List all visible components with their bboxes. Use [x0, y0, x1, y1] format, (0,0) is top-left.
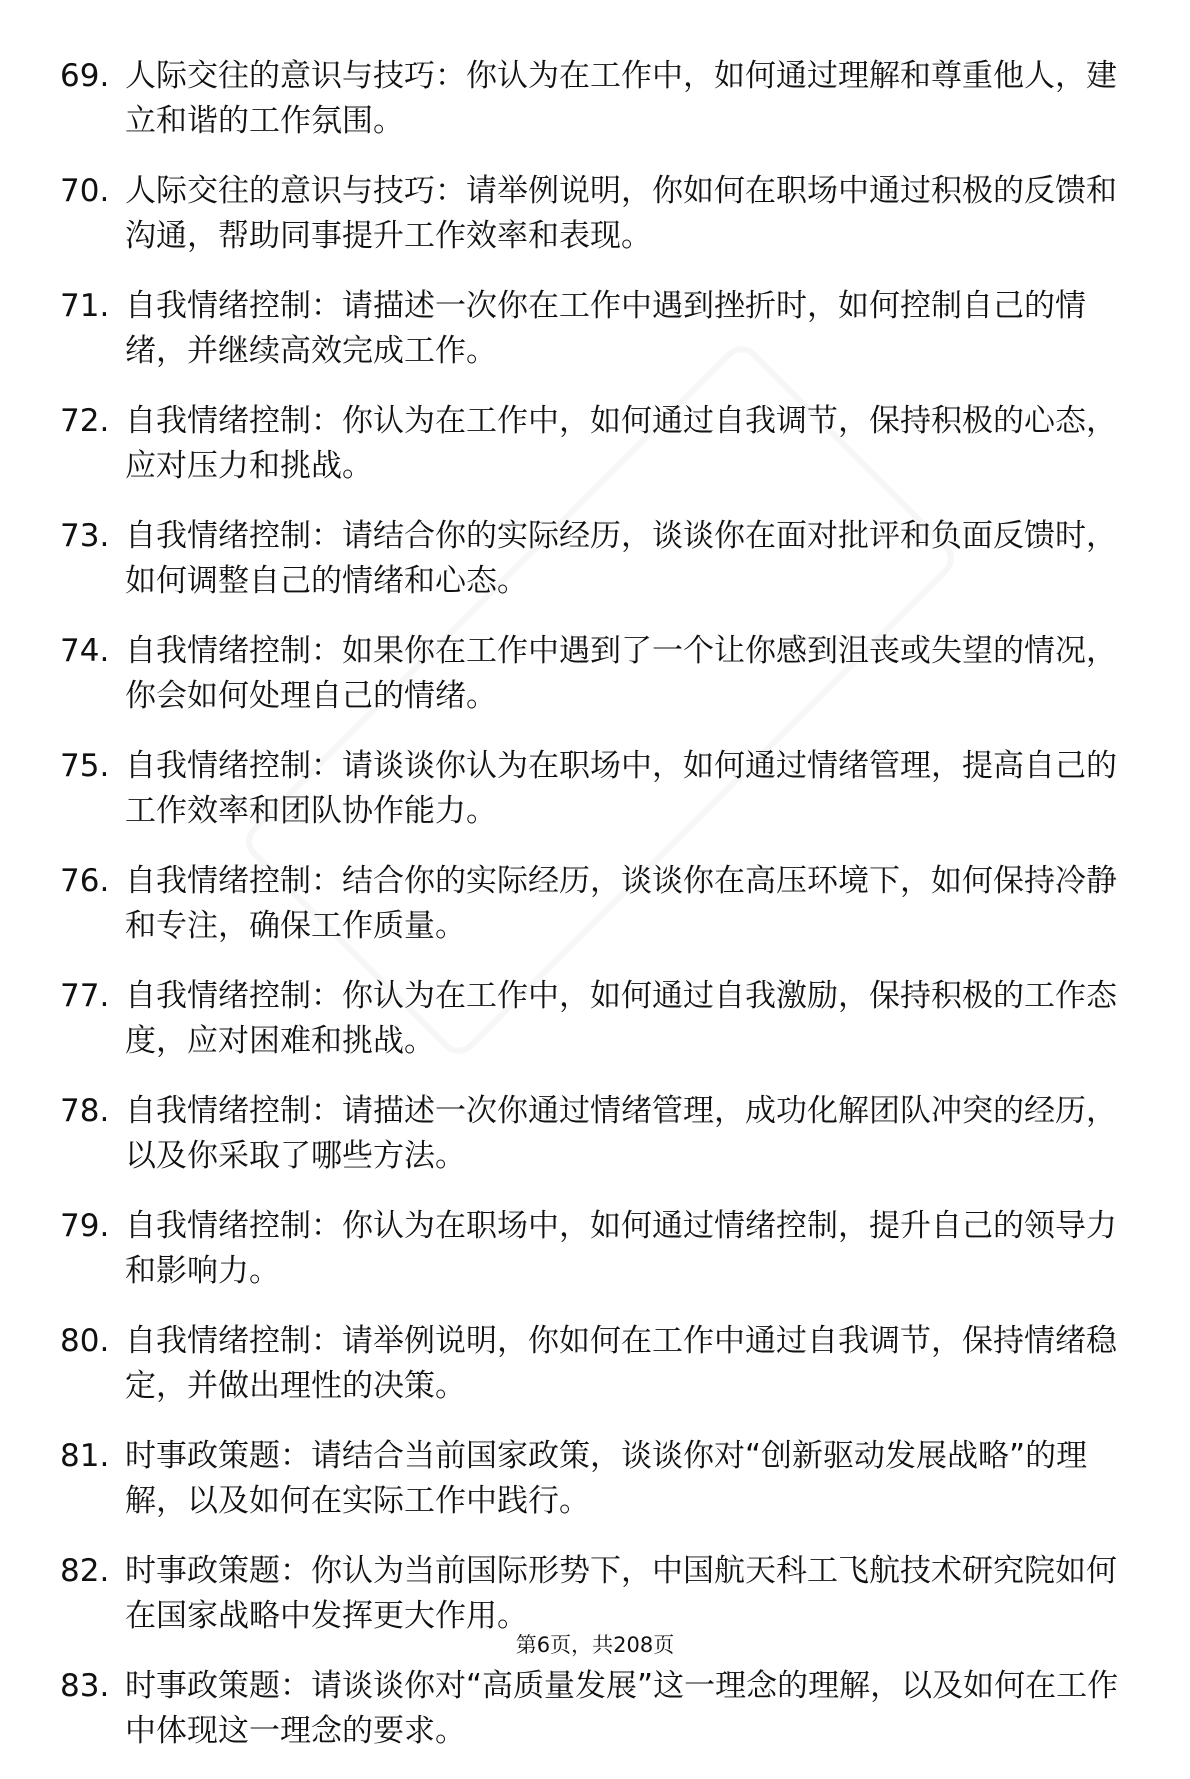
question-text: 人际交往的意识与技巧：你认为在工作中，如何通过理解和尊重他人，建立和谐的工作氛围。	[125, 58, 1117, 139]
question-number: 83.	[60, 1668, 110, 1704]
question-text: 自我情绪控制：你认为在工作中，如何通过自我调节，保持积极的心态，应对压力和挑战。	[125, 403, 1117, 484]
question-item	[60, 1089, 1120, 1179]
question-item	[60, 1204, 1120, 1294]
question-text: 自我情绪控制：你认为在职场中，如何通过情绪控制，提升自己的领导力和影响力。	[125, 1208, 1117, 1289]
question-text: 自我情绪控制：请谈谈你认为在职场中，如何通过情绪管理，提高自己的工作效率和团队协作能力。	[125, 748, 1117, 829]
page-footer: 第6页，共208页	[515, 1633, 675, 1657]
question-text: 时事政策题：请谈谈你对“高质量发展”这一理念的理解，以及如何在工作中体现这一理念的要求。	[125, 1668, 1119, 1749]
question-number: 82.	[60, 1553, 110, 1589]
question-number: 75.	[60, 748, 110, 784]
question-item	[60, 1664, 1120, 1754]
question-number: 72.	[60, 403, 110, 439]
question-text: 自我情绪控制：如果你在工作中遇到了一个让你感到沮丧或失望的情况，你会如何处理自己的情绪。	[125, 633, 1117, 714]
question-number: 73.	[60, 518, 110, 554]
question-item	[60, 629, 1120, 719]
question-text: 自我情绪控制：请描述一次你在工作中遇到挫折时，如何控制自己的情绪，并继续高效完成工作。	[125, 288, 1086, 369]
question-list	[60, 54, 1120, 1779]
question-number: 79.	[60, 1208, 110, 1244]
question-number: 76.	[60, 863, 110, 899]
question-item	[60, 1549, 1120, 1639]
question-number: 70.	[60, 173, 110, 209]
question-item	[60, 54, 1120, 144]
question-number: 81.	[60, 1438, 110, 1474]
question-number: 74.	[60, 633, 110, 669]
question-number: 71.	[60, 288, 110, 324]
question-item	[60, 1319, 1120, 1409]
question-number: 80.	[60, 1323, 110, 1359]
question-item	[60, 974, 1120, 1064]
question-item	[60, 859, 1120, 949]
question-text: 自我情绪控制：你认为在工作中，如何通过自我激励，保持积极的工作态度，应对困难和挑战。	[125, 978, 1117, 1059]
question-number: 77.	[60, 978, 110, 1014]
question-number: 78.	[60, 1093, 110, 1129]
question-item	[60, 399, 1120, 489]
question-item	[60, 744, 1120, 834]
question-number: 69.	[60, 58, 110, 94]
question-text: 时事政策题：你认为当前国际形势下，中国航天科工飞航技术研究院如何在国家战略中发挥更大作用。	[125, 1553, 1117, 1634]
question-text: 自我情绪控制：请举例说明，你如何在工作中通过自我调节，保持情绪稳定，并做出理性的决策。	[125, 1323, 1117, 1404]
question-text: 自我情绪控制：结合你的实际经历，谈谈你在高压环境下，如何保持冷静和专注，确保工作质量。	[125, 863, 1117, 944]
question-text: 自我情绪控制：请结合你的实际经历，谈谈你在面对批评和负面反馈时，如何调整自己的情绪和心态。	[125, 518, 1117, 599]
question-text: 人际交往的意识与技巧：请举例说明，你如何在职场中通过积极的反馈和沟通，帮助同事提升工作效率和表现。	[125, 173, 1117, 254]
question-item	[60, 1434, 1120, 1524]
question-item	[60, 284, 1120, 374]
question-text: 自我情绪控制：请描述一次你通过情绪管理，成功化解团队冲突的经历，以及你采取了哪些方法。	[125, 1093, 1117, 1174]
question-text: 时事政策题：请结合当前国家政策，谈谈你对“创新驱动发展战略”的理解，以及如何在实际工作中践行。	[125, 1438, 1088, 1519]
question-item	[60, 169, 1120, 259]
question-item	[60, 514, 1120, 604]
